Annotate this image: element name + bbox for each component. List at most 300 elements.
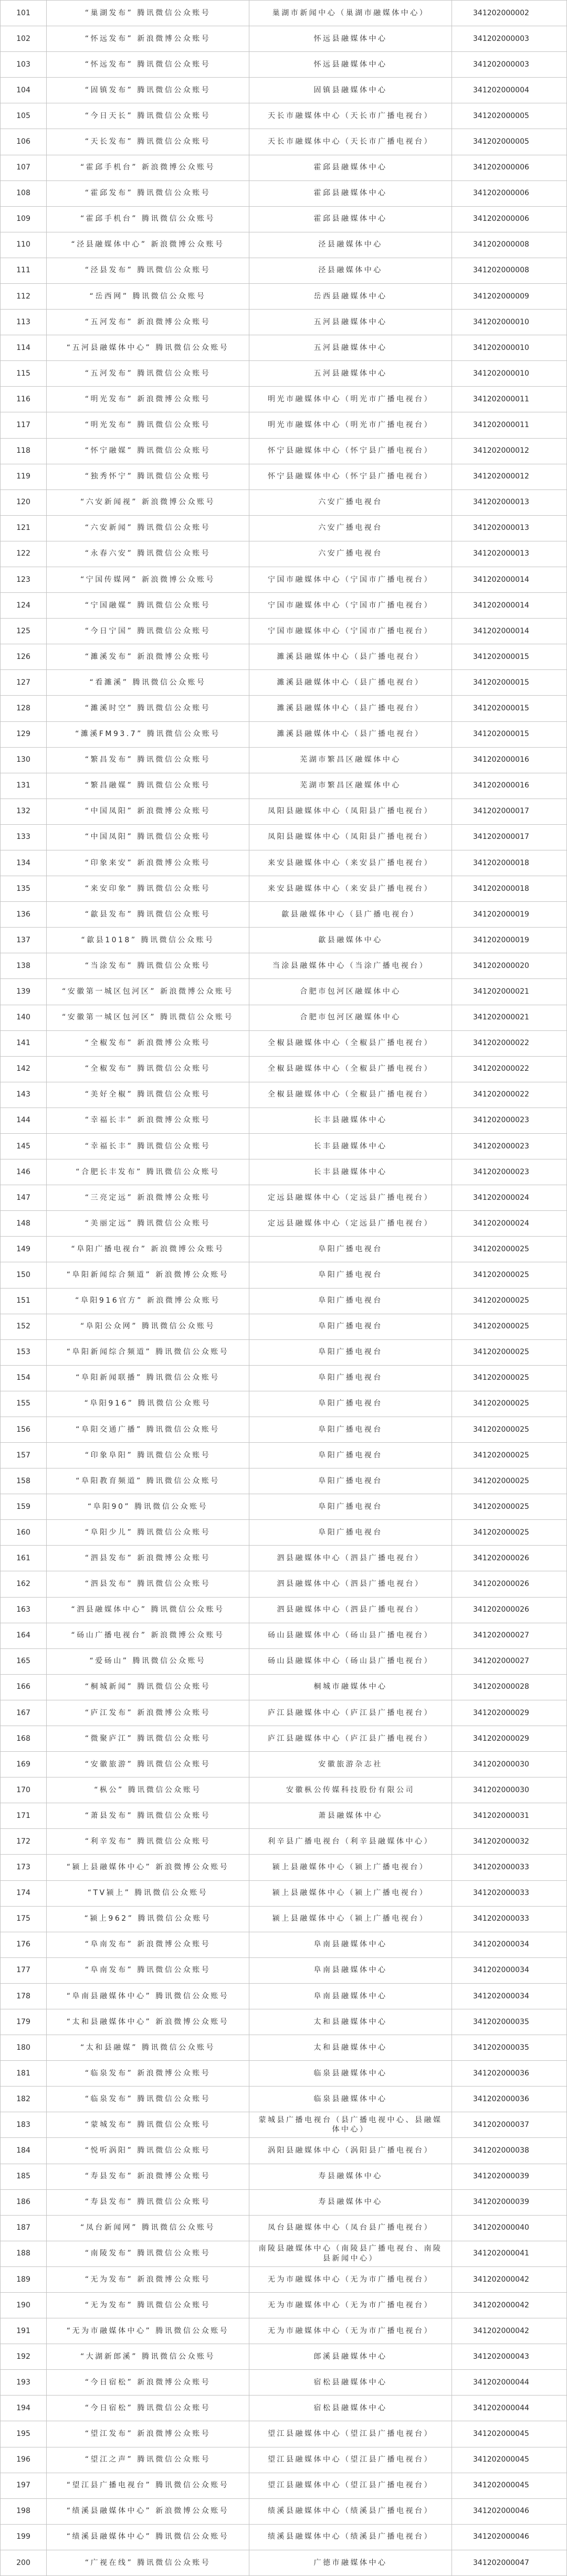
- organization-name-cell: [249, 2499, 452, 2525]
- account-name-cell: [47, 181, 249, 207]
- row-number-cell: [1, 2061, 47, 2087]
- row-number-cell: [1, 567, 47, 593]
- account-name: “南陵发布” 腾讯微信公众账号: [85, 2249, 211, 2258]
- account-name: “中国凤阳” 腾讯微信公众账号: [85, 833, 211, 842]
- account-name: “幸福长丰” 新浪微博公众账号: [85, 1116, 211, 1125]
- row-number-cell: [1, 2009, 47, 2035]
- row-number: 153: [16, 1348, 30, 1357]
- row-number: 176: [16, 1940, 30, 1949]
- organization-name: 歙县融媒体中心: [318, 935, 383, 944]
- account-name: “五河发布” 腾讯微信公众账号: [85, 369, 211, 378]
- account-name-cell: [47, 670, 249, 696]
- license-code-cell: [452, 2447, 567, 2473]
- license-code: 341202000033: [473, 1889, 529, 1898]
- table-row: [1, 26, 567, 52]
- table-row: [1, 103, 567, 129]
- license-code-cell: [452, 1623, 567, 1649]
- account-name: “凤台新闻网” 腾讯微信公众账号: [80, 2223, 215, 2232]
- account-name-cell: [47, 722, 249, 748]
- table-row: [1, 181, 567, 207]
- row-number-cell: [1, 2550, 47, 2576]
- account-name: “砀山广播电视台” 新浪微博公众账号: [71, 1631, 225, 1640]
- row-number-cell: [1, 2447, 47, 2473]
- license-code: 341202000047: [473, 2558, 529, 2567]
- table-row: [1, 2112, 567, 2138]
- table-row: [1, 1700, 567, 1726]
- table-row: [1, 1803, 567, 1829]
- row-number-cell: [1, 439, 47, 464]
- organization-name: 无为市融媒体中心（无为市广播电视台）: [268, 2275, 433, 2284]
- license-code-cell: [452, 155, 567, 181]
- organization-name-cell: [249, 52, 452, 78]
- license-code-cell: [452, 979, 567, 1005]
- table-row: [1, 1649, 567, 1675]
- row-number: 192: [16, 2352, 30, 2361]
- organization-name: 凤阳县融媒体中心（凤阳县广播电视台）: [268, 807, 433, 816]
- table-row: [1, 258, 567, 284]
- license-code-cell: [452, 1057, 567, 1082]
- organization-name-cell: [249, 2009, 452, 2035]
- license-code-cell: [452, 1675, 567, 1700]
- organization-name: 砀山县融媒体中心（砀山县广播电视台）: [268, 1657, 433, 1666]
- account-name-cell: [47, 825, 249, 850]
- table-row: [1, 1958, 567, 1984]
- row-number: 150: [16, 1271, 30, 1279]
- license-code-cell: [452, 129, 567, 155]
- account-name-cell: [47, 1829, 249, 1855]
- license-code: 341202000009: [473, 292, 529, 301]
- account-name-cell: [47, 412, 249, 438]
- row-number: 112: [16, 292, 30, 301]
- organization-name: 来安县融媒体中心（来安县广播电视台）: [268, 884, 433, 893]
- license-code: 341202000032: [473, 1837, 529, 1846]
- table-row: [1, 541, 567, 567]
- organization-name-cell: [249, 1262, 452, 1288]
- organization-name: 六安广播电视台: [318, 549, 383, 558]
- table-row: [1, 1907, 567, 1932]
- row-number-cell: [1, 78, 47, 103]
- organization-name-cell: [249, 825, 452, 850]
- row-number: 164: [16, 1631, 30, 1640]
- row-number: 193: [16, 2378, 30, 2387]
- organization-name: 砀山县融媒体中心（砀山县广播电视台）: [268, 1631, 433, 1640]
- license-code: 341202000015: [473, 652, 529, 661]
- organization-name-cell: [249, 1520, 452, 1546]
- table-row: [1, 1031, 567, 1057]
- organization-name-cell: [249, 516, 452, 541]
- organization-name: 芜湖市繁昌区融媒体中心: [300, 755, 401, 764]
- organization-name-cell: [249, 1932, 452, 1958]
- organization-name-cell: [249, 2421, 452, 2447]
- organization-name-cell: [249, 979, 452, 1005]
- organization-name: 霍邱县融媒体中心: [313, 215, 387, 223]
- table-row: [1, 387, 567, 412]
- account-name: “濉溪发布” 新浪微博公众账号: [85, 652, 211, 661]
- organization-name: 望江县融媒体中心（望江县广播电视台）: [268, 2481, 433, 2490]
- license-code: 341202000025: [473, 1271, 529, 1279]
- license-code-cell: [452, 2009, 567, 2035]
- account-name-cell: [47, 1159, 249, 1185]
- account-name: “濉溪时空” 腾讯微信公众账号: [85, 704, 211, 713]
- organization-name: 凤台县融媒体中心（凤台县广播电视台）: [268, 2223, 433, 2232]
- license-code-cell: [452, 1571, 567, 1597]
- row-number-cell: [1, 310, 47, 335]
- license-code: 341202000045: [473, 2430, 529, 2439]
- account-name: “来安印象” 腾讯微信公众账号: [85, 884, 211, 893]
- organization-name-cell: [249, 232, 452, 258]
- account-name: “歙县1018” 腾讯微信公众账号: [81, 935, 215, 944]
- license-code: 341202000039: [473, 2172, 529, 2181]
- row-number-cell: [1, 103, 47, 129]
- organization-name-cell: [249, 2164, 452, 2190]
- license-code-cell: [452, 310, 567, 335]
- license-code-cell: [452, 1984, 567, 2009]
- row-number-cell: [1, 1262, 47, 1288]
- organization-name: 凤阳县融媒体中心（凤阳县广播电视台）: [268, 833, 433, 842]
- license-code: 341202000034: [473, 1940, 529, 1949]
- row-number: 125: [16, 626, 30, 635]
- account-name: “绩溪县融媒体中心” 腾讯微信公众账号: [66, 2532, 229, 2541]
- organization-name-cell: [249, 1700, 452, 1726]
- license-code: 341202000006: [473, 215, 529, 223]
- account-name: “阜阳广播电视台” 新浪微博公众账号: [71, 1244, 225, 1253]
- row-number: 107: [16, 163, 30, 172]
- row-number-cell: [1, 2473, 47, 2499]
- organization-name: 无为市融媒体中心（无为市广播电视台）: [268, 2301, 433, 2309]
- account-name-cell: [47, 1958, 249, 1984]
- account-name: “临泉发布” 新浪微博公众账号: [85, 2069, 211, 2078]
- license-code: 341202000030: [473, 1760, 529, 1769]
- account-name-cell: [47, 1134, 249, 1159]
- license-code: 341202000035: [473, 2017, 529, 2026]
- license-code: 341202000017: [473, 833, 529, 842]
- table-row: [1, 412, 567, 438]
- table-row: [1, 1468, 567, 1494]
- license-code: 341202000006: [473, 163, 529, 172]
- row-number-cell: [1, 232, 47, 258]
- organization-name-cell: [249, 103, 452, 129]
- table-row: [1, 825, 567, 850]
- organization-name-cell: [249, 129, 452, 155]
- account-name-cell: [47, 1057, 249, 1082]
- organization-name: 阜阳广播电视台: [318, 1296, 383, 1305]
- row-number: 199: [16, 2532, 30, 2541]
- license-code: 341202000011: [473, 421, 529, 430]
- table-row: [1, 1855, 567, 1880]
- license-code-cell: [452, 1417, 567, 1443]
- account-name: “怀远发布” 腾讯微信公众账号: [85, 60, 211, 69]
- account-name-cell: [47, 1700, 249, 1726]
- organization-name-cell: [249, 1571, 452, 1597]
- account-name: “蒙城发布” 腾讯微信公众账号: [85, 2120, 211, 2129]
- license-code-cell: [452, 722, 567, 748]
- license-code-cell: [452, 2421, 567, 2447]
- organization-name: 全椒县融媒体中心（全椒县广播电视台）: [268, 1090, 433, 1099]
- organization-name: 濉溪县融媒体中心（县广播电视台）: [277, 730, 424, 739]
- license-code: 341202000021: [473, 987, 529, 996]
- account-name-cell: [47, 207, 249, 232]
- account-name: “印象来安” 新浪微博公众账号: [85, 858, 211, 867]
- account-name: “繁昌融媒” 腾讯微信公众账号: [85, 781, 211, 790]
- account-name-cell: [47, 2087, 249, 2112]
- row-number: 180: [16, 2043, 30, 2052]
- row-number: 136: [16, 910, 30, 919]
- license-code-cell: [452, 52, 567, 78]
- license-code-cell: [452, 361, 567, 387]
- account-name: “阜阳90” 腾讯微信公众账号: [87, 1502, 208, 1511]
- account-name-cell: [47, 1108, 249, 1134]
- license-code-cell: [452, 284, 567, 310]
- license-code: 341202000035: [473, 2043, 529, 2052]
- organization-name: 望江县融媒体中心（望江县广播电视台）: [268, 2430, 433, 2439]
- license-code-cell: [452, 876, 567, 902]
- license-code: 341202000003: [473, 34, 529, 43]
- account-name: “颍上962” 腾讯微信公众账号: [84, 1914, 212, 1923]
- row-number: 144: [16, 1116, 30, 1125]
- organization-name-cell: [249, 2293, 452, 2318]
- account-name: “微聚庐江” 腾讯微信公众账号: [85, 1734, 211, 1743]
- row-number: 123: [16, 575, 30, 584]
- row-number-cell: [1, 1108, 47, 1134]
- row-number: 146: [16, 1167, 30, 1176]
- row-number: 182: [16, 2094, 30, 2103]
- license-code: 341202000044: [473, 2378, 529, 2387]
- organization-name-cell: [249, 1005, 452, 1031]
- account-name: “泾县发布” 腾讯微信公众账号: [85, 266, 211, 275]
- license-code: 341202000025: [473, 1348, 529, 1357]
- account-name: “合肥长丰发布” 腾讯微信公众账号: [76, 1167, 220, 1176]
- license-code: 341202000027: [473, 1657, 529, 1666]
- account-name: “印象阜阳” 腾讯微信公众账号: [85, 1451, 211, 1460]
- license-code-cell: [452, 2370, 567, 2396]
- row-number-cell: [1, 1211, 47, 1237]
- license-code: 341202000010: [473, 317, 529, 326]
- row-number: 173: [16, 1863, 30, 1872]
- license-code: 341202000003: [473, 60, 529, 69]
- account-name-cell: [47, 155, 249, 181]
- license-code-cell: [452, 2293, 567, 2318]
- license-code-cell: [452, 1108, 567, 1134]
- organization-name: 定远县融媒体中心（定远县广播电视台）: [268, 1193, 433, 1202]
- organization-name: 怀远县融媒体中心: [313, 34, 387, 43]
- row-number-cell: [1, 387, 47, 412]
- license-code-cell: [452, 1777, 567, 1803]
- organization-name-cell: [249, 1211, 452, 1237]
- row-number: 188: [16, 2249, 30, 2258]
- table-row: [1, 2216, 567, 2241]
- organization-name-cell: [249, 2138, 452, 2164]
- license-code: 341202000042: [473, 2326, 529, 2335]
- license-code: 341202000025: [473, 1425, 529, 1434]
- organization-name: 萧县融媒体中心: [318, 1811, 383, 1820]
- row-number-cell: [1, 773, 47, 799]
- organization-name: 歙县融媒体中心（县广播电视台）: [281, 910, 419, 919]
- account-name-cell: [47, 876, 249, 902]
- account-name-cell: [47, 284, 249, 310]
- organization-name: 来安县融媒体中心（来安县广播电视台）: [268, 858, 433, 867]
- account-name: “宁国融媒” 腾讯微信公众账号: [85, 601, 211, 610]
- row-number: 134: [16, 858, 30, 867]
- row-number-cell: [1, 1314, 47, 1340]
- account-name-cell: [47, 232, 249, 258]
- license-code-cell: [452, 1, 567, 26]
- organization-name-cell: [249, 1417, 452, 1443]
- organization-name-cell: [249, 284, 452, 310]
- license-code-cell: [452, 439, 567, 464]
- table-row: [1, 748, 567, 773]
- organization-name-cell: [249, 1958, 452, 1984]
- license-code-cell: [452, 1262, 567, 1288]
- table-row: [1, 1185, 567, 1211]
- row-number: 162: [16, 1580, 30, 1589]
- row-number: 152: [16, 1322, 30, 1331]
- row-number-cell: [1, 799, 47, 825]
- row-number: 131: [16, 781, 30, 790]
- license-code-cell: [452, 1649, 567, 1675]
- row-number: 159: [16, 1502, 30, 1511]
- table-row: [1, 361, 567, 387]
- table-row: [1, 2190, 567, 2216]
- row-number-cell: [1, 1005, 47, 1031]
- license-code: 341202000026: [473, 1580, 529, 1589]
- account-name-cell: [47, 2447, 249, 2473]
- row-number-cell: [1, 2344, 47, 2370]
- row-number: 174: [16, 1889, 30, 1898]
- account-name: “利辛发布” 腾讯微信公众账号: [85, 1837, 211, 1846]
- account-name: “歙县发布” 腾讯微信公众账号: [85, 910, 211, 919]
- license-code-cell: [452, 1314, 567, 1340]
- account-name-cell: [47, 850, 249, 876]
- organization-name-cell: [249, 207, 452, 232]
- organization-name: 泗县融媒体中心（泗县广播电视台）: [277, 1580, 424, 1589]
- organization-name-cell: [249, 1649, 452, 1675]
- row-number: 124: [16, 601, 30, 610]
- account-name-cell: [47, 2344, 249, 2370]
- row-number: 127: [16, 678, 30, 687]
- table-row: [1, 722, 567, 748]
- account-name-cell: [47, 1598, 249, 1623]
- organization-name: 怀远县融媒体中心: [313, 60, 387, 69]
- license-code-cell: [452, 2087, 567, 2112]
- account-name: “阜阳916” 腾讯微信公众账号: [84, 1399, 212, 1408]
- organization-name-cell: [249, 541, 452, 567]
- organization-name: 阜阳广播电视台: [318, 1271, 383, 1279]
- row-number: 113: [16, 317, 30, 326]
- organization-name-cell: [249, 1, 452, 26]
- organization-name-cell: [249, 310, 452, 335]
- account-name-cell: [47, 1366, 249, 1391]
- table-row: [1, 2164, 567, 2190]
- organization-name-cell: [249, 2035, 452, 2061]
- organization-name: 固镇县融媒体中心: [313, 86, 387, 94]
- account-name-cell: [47, 2421, 249, 2447]
- row-number: 114: [16, 343, 30, 352]
- row-number-cell: [1, 1675, 47, 1700]
- row-number-cell: [1, 1829, 47, 1855]
- account-name: “泗县发布” 腾讯微信公众账号: [85, 1580, 211, 1589]
- organization-name: 阜阳广播电视台: [318, 1528, 383, 1537]
- license-code: 341202000041: [473, 2249, 529, 2258]
- organization-name: 颍上县融媒体中心（颍上广播电视台）: [272, 1889, 429, 1898]
- row-number: 155: [16, 1399, 30, 1408]
- row-number: 178: [16, 1992, 30, 2000]
- row-number-cell: [1, 181, 47, 207]
- organization-name: 当涂县融媒体中心（当涂广播电视台）: [272, 961, 429, 970]
- account-name: “泗县发布” 新浪微博公众账号: [85, 1553, 211, 1562]
- organization-name-cell: [249, 696, 452, 721]
- row-number-cell: [1, 1417, 47, 1443]
- license-code-cell: [452, 2550, 567, 2576]
- account-name-cell: [47, 2525, 249, 2550]
- account-name-cell: [47, 773, 249, 799]
- organization-name-cell: [249, 953, 452, 979]
- row-number-cell: [1, 1185, 47, 1211]
- account-name-cell: [47, 1932, 249, 1958]
- table-row: [1, 2525, 567, 2550]
- organization-name-cell: [249, 490, 452, 516]
- organization-name: 安徽枞公传媒科技股份有限公司: [286, 1785, 415, 1794]
- license-code: 341202000028: [473, 1683, 529, 1691]
- row-number: 142: [16, 1065, 30, 1073]
- account-name: “美好全椒” 腾讯微信公众账号: [85, 1090, 211, 1099]
- table-row: [1, 129, 567, 155]
- account-name: “阜阳交通广播” 腾讯微信公众账号: [76, 1425, 220, 1434]
- table-row: [1, 850, 567, 876]
- license-code-cell: [452, 78, 567, 103]
- license-code-cell: [452, 1752, 567, 1777]
- row-number-cell: [1, 1391, 47, 1417]
- account-name-cell: [47, 52, 249, 78]
- organization-name-cell: [249, 1546, 452, 1571]
- account-name: “阜阳新闻综合频道” 新浪微博公众账号: [66, 1271, 229, 1279]
- row-number: 118: [16, 446, 30, 455]
- table-row: [1, 464, 567, 490]
- organization-name: 安徽旅游杂志社: [318, 1760, 383, 1769]
- organization-name: 阜阳广播电视台: [318, 1374, 383, 1382]
- organization-name: 天长市融媒体中心（天长市广播电视台）: [268, 137, 433, 146]
- row-number: 128: [16, 704, 30, 713]
- organization-name: 濉溪县融媒体中心（县广播电视台）: [277, 652, 424, 661]
- organization-name-cell: [249, 2550, 452, 2576]
- organization-name-cell: [249, 1494, 452, 1520]
- organization-name: 阜阳广播电视台: [318, 1399, 383, 1408]
- account-name: “固镇发布” 腾讯微信公众账号: [85, 86, 211, 94]
- account-name-cell: [47, 644, 249, 670]
- organization-name-cell: [249, 876, 452, 902]
- organization-name-cell: [249, 387, 452, 412]
- table-row: [1, 2061, 567, 2087]
- table-row: [1, 670, 567, 696]
- organization-name: 郎溪县融媒体中心: [313, 2352, 387, 2361]
- organization-name-cell: [249, 722, 452, 748]
- license-code-cell: [452, 1031, 567, 1057]
- license-code-cell: [452, 2190, 567, 2216]
- account-name: “中国凤阳” 新浪微博公众账号: [85, 807, 211, 816]
- organization-name-cell: [249, 2344, 452, 2370]
- account-name: “阜阳少儿” 腾讯微信公众账号: [85, 1528, 211, 1537]
- license-code-cell: [452, 1829, 567, 1855]
- license-code-cell: [452, 1366, 567, 1391]
- license-code: 341202000029: [473, 1708, 529, 1717]
- organization-name-cell: [249, 1726, 452, 1752]
- organization-name: 全椒县融媒体中心（全椒县广播电视台）: [268, 1039, 433, 1048]
- license-code-cell: [452, 1520, 567, 1546]
- account-name-cell: [47, 1185, 249, 1211]
- table-row: [1, 799, 567, 825]
- organization-name: 宁国市融媒体中心（宁国市广播电视台）: [268, 626, 433, 635]
- table-row: [1, 1134, 567, 1159]
- organization-name: 明光市融媒体中心（明光市广播电视台）: [268, 421, 433, 430]
